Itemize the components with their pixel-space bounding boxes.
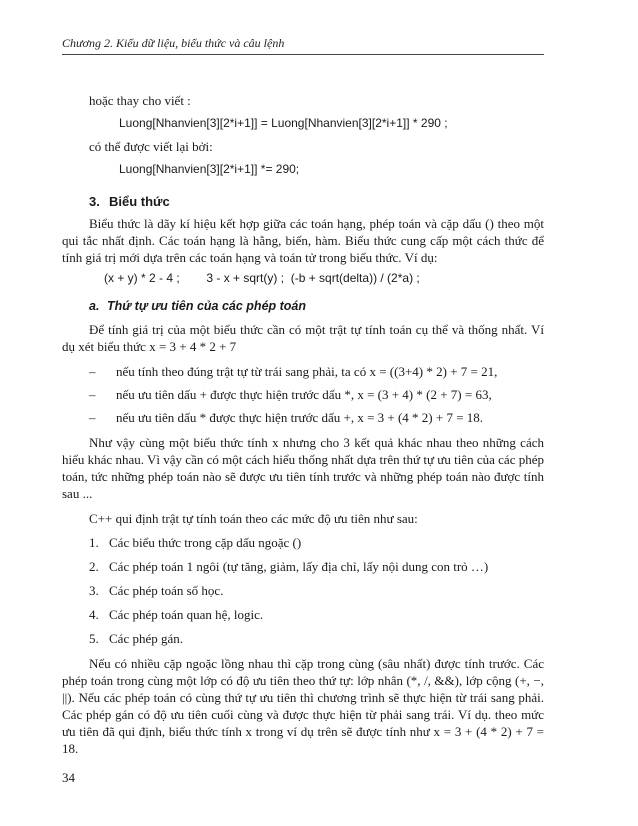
bullet-text: nếu ưu tiên dấu * được thực hiện trước dấu +, x = 3 + (4 * 2) + 7 = 18. [116, 410, 484, 425]
intro-text-1: hoặc thay cho viết : [89, 93, 191, 108]
page-content [62, 92, 544, 757]
page-number: 34 [62, 770, 75, 785]
subsection-heading [62, 299, 544, 313]
list-item [62, 386, 544, 403]
code-line-2: Luong[Nhanvien[3][2*i+1]] *= 290; [119, 162, 300, 176]
intro-text-2: có thể được viết lại bởi: [89, 139, 213, 154]
section-body: Biểu thức là dãy kí hiệu kết hợp giữa các toán hạng, phép toán và cặp dấu () theo một qui tắc nhất định. Các toán hạng là hằng, biến, hàm. Biểu thức cung cấp một cách thức để tính giá trị mới dựa trên các toán hạng và toán tử trong biểu thức. Ví dụ: [62, 216, 544, 265]
paragraph: Nếu có nhiều cặp ngoặc lồng nhau thì cặp trong cùng (sâu nhất) được tính trước. Các phép toán trong cùng một lớp có độ ưu tiên theo thứ tự: lớp nhân (*, /, &&), lớp cộng (+, −, ||). Nếu các phép toán có cùng thứ tự ưu tiên thì chương trình sẽ thực hiện từ trái sang phải. Các phép gán có độ ưu tiên cuối cùng và được thực hiện từ phải sang trái. Ví dụ. theo mức ưu tiên đã qui định, biểu thức tính x trong ví dụ trên sẽ được tính như x = 3 + (4 * 2) + 7 = 18. [62, 656, 544, 756]
example-expressions: (x + y) * 2 - 4 ; 3 - x + sqrt(y) ; (-b + sqrt(delta)) / (2*a) ; [104, 271, 420, 285]
list-item [62, 582, 544, 599]
paragraph: Như vậy cùng một biểu thức tính x nhưng cho 3 kết quả khác nhau theo những cách hiểu khác nhau. Vì vậy cần có một cách hiểu thống nhất dựa trên thứ tự ưu tiên của các phép toán, tức những phép toán nào sẽ được ưu tiên tính trước và những phép toán nào được tính sau ... [62, 435, 544, 501]
item-text: Các phép toán 1 ngôi (tự tăng, giảm, lấy địa chỉ, lấy nội dung con trỏ …) [109, 559, 489, 574]
list-item [62, 558, 544, 575]
list-item [62, 534, 544, 551]
bullet-text: nếu ưu tiên dấu + được thực hiện trước dấu *, x = (3 + 4) * (2 + 7) = 63, [116, 387, 492, 402]
bullet-text: nếu tính theo đúng trật tự từ trái sang phải, ta có x = ((3+4) * 2) + 7 = 21, [116, 364, 498, 379]
section-heading [62, 194, 544, 209]
list-item [62, 363, 544, 380]
item-number: 2. [89, 559, 99, 574]
dash-marker: – [89, 364, 96, 379]
dash-marker: – [89, 410, 96, 425]
list-item [62, 630, 544, 647]
list-item [62, 606, 544, 623]
subsection-title: Thứ tự ưu tiên của các phép toán [107, 299, 307, 313]
item-text: Các phép toán số học. [109, 583, 224, 598]
item-number: 5. [89, 631, 99, 646]
item-number: 1. [89, 535, 99, 550]
running-header: Chương 2. Kiểu dữ liệu, biểu thức và câu lệnh [62, 36, 285, 50]
dash-marker: – [89, 387, 96, 402]
item-number: 4. [89, 607, 99, 622]
item-text: Các biểu thức trong cặp dấu ngoặc () [109, 535, 302, 550]
item-text: Các phép gán. [109, 631, 184, 646]
paragraph: C++ qui định trật tự tính toán theo các mức độ ưu tiên như sau: [89, 511, 418, 526]
section-number: 3. [89, 194, 100, 209]
header-rule [62, 54, 544, 55]
subsection-intro: Để tính giá trị của một biểu thức cần có một trật tự tính toán cụ thể và thống nhất. Ví dụ xét biểu thức x = 3 + 4 * 2 + 7 [62, 322, 544, 354]
item-text: Các phép toán quan hệ, logic. [109, 607, 264, 622]
section-title: Biểu thức [109, 194, 170, 209]
list-item [62, 409, 544, 426]
subsection-label: a. [89, 299, 100, 313]
item-number: 3. [89, 583, 99, 598]
code-line-1: Luong[Nhanvien[3][2*i+1]] = Luong[Nhanvien[3][2*i+1]] * 290 ; [119, 116, 448, 130]
